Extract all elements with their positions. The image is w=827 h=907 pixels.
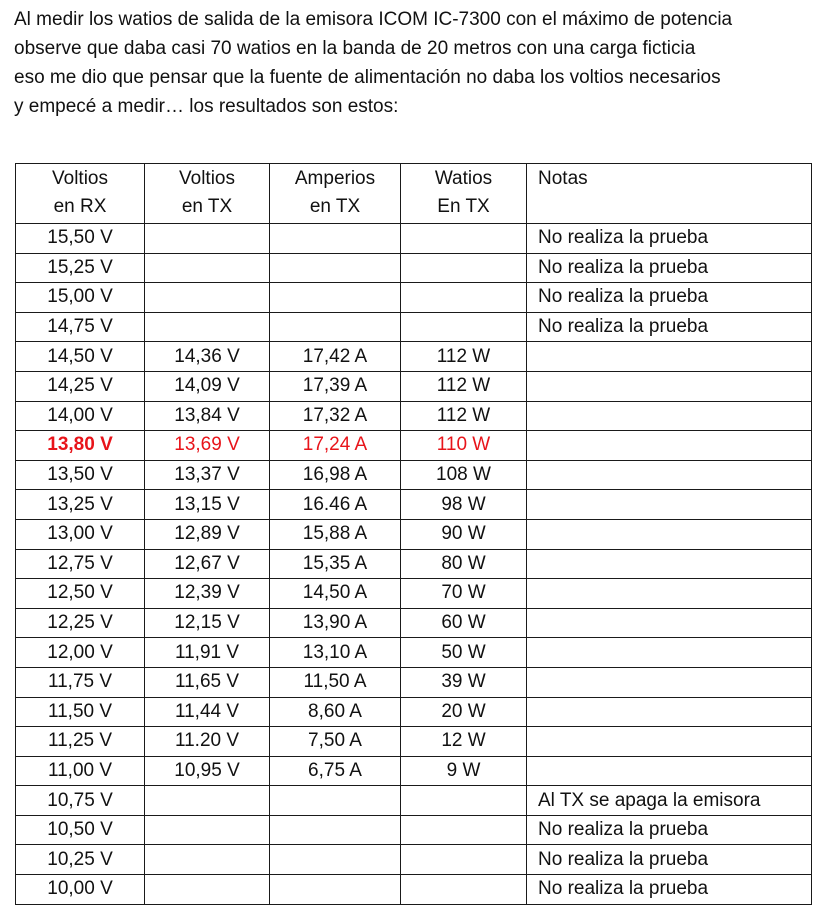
table-row bbox=[16, 756, 812, 786]
cell-voltios-tx: 11.20 V bbox=[145, 727, 270, 757]
cell-watios-tx: 50 W bbox=[401, 638, 527, 668]
cell-voltios-rx: 15,50 V bbox=[16, 224, 145, 254]
cell-notas bbox=[527, 727, 812, 757]
cell-watios-tx bbox=[401, 875, 527, 905]
cell-voltios-rx: 14,50 V bbox=[16, 342, 145, 372]
cell-voltios-tx bbox=[145, 875, 270, 905]
cell-watios-tx bbox=[401, 283, 527, 313]
cell-voltios-rx: 12,00 V bbox=[16, 638, 145, 668]
cell-amperios-tx: 8,60 A bbox=[270, 697, 401, 727]
cell-voltios-tx: 13,37 V bbox=[145, 460, 270, 490]
header-amperios-tx: Amperios en TX bbox=[270, 164, 401, 224]
cell-voltios-tx bbox=[145, 224, 270, 254]
table-row bbox=[16, 401, 812, 431]
cell-notas: No realiza la prueba bbox=[527, 815, 812, 845]
cell-watios-tx bbox=[401, 786, 527, 816]
cell-watios-tx: 110 W bbox=[401, 431, 527, 461]
table-row bbox=[16, 253, 812, 283]
cell-voltios-tx: 13,69 V bbox=[145, 431, 270, 461]
cell-voltios-rx: 13,80 V bbox=[16, 431, 145, 461]
cell-voltios-tx bbox=[145, 283, 270, 313]
cell-notas bbox=[527, 490, 812, 520]
cell-voltios-rx: 10,75 V bbox=[16, 786, 145, 816]
table-row bbox=[16, 371, 812, 401]
cell-notas bbox=[527, 342, 812, 372]
table-row bbox=[16, 608, 812, 638]
cell-notas bbox=[527, 431, 812, 461]
header-row bbox=[16, 164, 812, 224]
cell-watios-tx: 108 W bbox=[401, 460, 527, 490]
table-row bbox=[16, 845, 812, 875]
cell-watios-tx: 112 W bbox=[401, 342, 527, 372]
cell-watios-tx bbox=[401, 815, 527, 845]
table-row bbox=[16, 224, 812, 254]
cell-voltios-rx: 12,25 V bbox=[16, 608, 145, 638]
cell-notas bbox=[527, 401, 812, 431]
table-row bbox=[16, 312, 812, 342]
cell-voltios-tx: 12,39 V bbox=[145, 579, 270, 609]
cell-notas bbox=[527, 371, 812, 401]
cell-notas bbox=[527, 756, 812, 786]
cell-notas bbox=[527, 519, 812, 549]
cell-voltios-tx bbox=[145, 786, 270, 816]
cell-voltios-tx: 10,95 V bbox=[145, 756, 270, 786]
cell-notas: No realiza la prueba bbox=[527, 224, 812, 254]
cell-notas bbox=[527, 608, 812, 638]
cell-voltios-tx: 14,09 V bbox=[145, 371, 270, 401]
cell-voltios-rx: 11,75 V bbox=[16, 667, 145, 697]
cell-watios-tx: 112 W bbox=[401, 371, 527, 401]
cell-amperios-tx: 6,75 A bbox=[270, 756, 401, 786]
cell-voltios-tx: 11,91 V bbox=[145, 638, 270, 668]
cell-voltios-rx: 13,00 V bbox=[16, 519, 145, 549]
cell-watios-tx: 98 W bbox=[401, 490, 527, 520]
cell-amperios-tx: 16,98 A bbox=[270, 460, 401, 490]
cell-amperios-tx: 17,24 A bbox=[270, 431, 401, 461]
cell-voltios-tx bbox=[145, 845, 270, 875]
table-row bbox=[16, 875, 812, 905]
cell-amperios-tx bbox=[270, 875, 401, 905]
cell-notas bbox=[527, 697, 812, 727]
intro-line: observe que daba casi 70 watios en la banda de 20 metros con una carga ficticia bbox=[14, 38, 696, 59]
table-row bbox=[16, 727, 812, 757]
cell-amperios-tx: 16.46 A bbox=[270, 490, 401, 520]
cell-voltios-rx: 12,50 V bbox=[16, 579, 145, 609]
cell-amperios-tx bbox=[270, 312, 401, 342]
cell-amperios-tx: 11,50 A bbox=[270, 667, 401, 697]
cell-watios-tx bbox=[401, 253, 527, 283]
cell-voltios-rx: 13,50 V bbox=[16, 460, 145, 490]
table-row bbox=[16, 786, 812, 816]
cell-voltios-tx: 11,44 V bbox=[145, 697, 270, 727]
table-row bbox=[16, 460, 812, 490]
header-voltios-rx: Voltios en RX bbox=[16, 164, 145, 224]
cell-watios-tx bbox=[401, 224, 527, 254]
cell-notas bbox=[527, 579, 812, 609]
cell-amperios-tx: 13,10 A bbox=[270, 638, 401, 668]
cell-watios-tx: 60 W bbox=[401, 608, 527, 638]
cell-notas bbox=[527, 667, 812, 697]
cell-voltios-tx: 13,84 V bbox=[145, 401, 270, 431]
cell-voltios-rx: 14,25 V bbox=[16, 371, 145, 401]
cell-voltios-tx: 14,36 V bbox=[145, 342, 270, 372]
cell-amperios-tx: 17,39 A bbox=[270, 371, 401, 401]
cell-voltios-tx bbox=[145, 253, 270, 283]
cell-voltios-rx: 12,75 V bbox=[16, 549, 145, 579]
table-row bbox=[16, 342, 812, 372]
cell-watios-tx: 70 W bbox=[401, 579, 527, 609]
cell-notas: No realiza la prueba bbox=[527, 253, 812, 283]
cell-voltios-tx bbox=[145, 312, 270, 342]
cell-voltios-tx: 13,15 V bbox=[145, 490, 270, 520]
cell-watios-tx bbox=[401, 312, 527, 342]
table-row bbox=[16, 697, 812, 727]
cell-amperios-tx bbox=[270, 283, 401, 313]
cell-amperios-tx: 14,50 A bbox=[270, 579, 401, 609]
table-row bbox=[16, 549, 812, 579]
cell-amperios-tx: 7,50 A bbox=[270, 727, 401, 757]
cell-voltios-rx: 14,00 V bbox=[16, 401, 145, 431]
table-row bbox=[16, 815, 812, 845]
cell-amperios-tx: 15,35 A bbox=[270, 549, 401, 579]
cell-voltios-rx: 10,50 V bbox=[16, 815, 145, 845]
cell-watios-tx: 20 W bbox=[401, 697, 527, 727]
table-row bbox=[16, 519, 812, 549]
cell-voltios-rx: 11,00 V bbox=[16, 756, 145, 786]
cell-amperios-tx bbox=[270, 224, 401, 254]
cell-watios-tx bbox=[401, 845, 527, 875]
intro-line: eso me dio que pensar que la fuente de alimentación no daba los voltios necesarios bbox=[14, 67, 721, 88]
table-row bbox=[16, 667, 812, 697]
table-body bbox=[16, 224, 812, 905]
cell-amperios-tx bbox=[270, 815, 401, 845]
intro-paragraph bbox=[14, 5, 819, 121]
cell-amperios-tx: 13,90 A bbox=[270, 608, 401, 638]
table-row bbox=[16, 638, 812, 668]
cell-voltios-tx: 12,15 V bbox=[145, 608, 270, 638]
cell-notas: No realiza la prueba bbox=[527, 312, 812, 342]
cell-notas: Al TX se apaga la emisora bbox=[527, 786, 812, 816]
cell-notas: No realiza la prueba bbox=[527, 283, 812, 313]
cell-notas: No realiza la prueba bbox=[527, 845, 812, 875]
table-row bbox=[16, 490, 812, 520]
table-header bbox=[16, 164, 812, 224]
intro-line: y empecé a medir… los resultados son estos: bbox=[14, 96, 399, 117]
cell-notas: No realiza la prueba bbox=[527, 875, 812, 905]
table-row bbox=[16, 283, 812, 313]
cell-voltios-rx: 11,50 V bbox=[16, 697, 145, 727]
cell-voltios-tx: 12,89 V bbox=[145, 519, 270, 549]
cell-amperios-tx bbox=[270, 845, 401, 875]
cell-amperios-tx bbox=[270, 786, 401, 816]
cell-voltios-rx: 11,25 V bbox=[16, 727, 145, 757]
table-row-highlighted bbox=[16, 431, 812, 461]
cell-voltios-tx bbox=[145, 815, 270, 845]
cell-amperios-tx: 17,42 A bbox=[270, 342, 401, 372]
measurements-table bbox=[15, 163, 812, 905]
cell-watios-tx: 39 W bbox=[401, 667, 527, 697]
cell-voltios-rx: 14,75 V bbox=[16, 312, 145, 342]
cell-voltios-rx: 10,25 V bbox=[16, 845, 145, 875]
cell-voltios-rx: 10,00 V bbox=[16, 875, 145, 905]
cell-amperios-tx bbox=[270, 253, 401, 283]
cell-amperios-tx: 15,88 A bbox=[270, 519, 401, 549]
cell-voltios-tx: 11,65 V bbox=[145, 667, 270, 697]
cell-watios-tx: 9 W bbox=[401, 756, 527, 786]
header-voltios-tx: Voltios en TX bbox=[145, 164, 270, 224]
cell-watios-tx: 12 W bbox=[401, 727, 527, 757]
cell-voltios-rx: 15,00 V bbox=[16, 283, 145, 313]
cell-watios-tx: 80 W bbox=[401, 549, 527, 579]
cell-watios-tx: 90 W bbox=[401, 519, 527, 549]
cell-notas bbox=[527, 638, 812, 668]
cell-voltios-tx: 12,67 V bbox=[145, 549, 270, 579]
cell-voltios-rx: 13,25 V bbox=[16, 490, 145, 520]
cell-notas bbox=[527, 460, 812, 490]
cell-amperios-tx: 17,32 A bbox=[270, 401, 401, 431]
header-watios-tx: Watios En TX bbox=[401, 164, 527, 224]
table-row bbox=[16, 579, 812, 609]
cell-watios-tx: 112 W bbox=[401, 401, 527, 431]
intro-line: Al medir los watios de salida de la emisora ICOM IC-7300 con el máximo de potencia bbox=[14, 9, 733, 30]
header-notas: Notas bbox=[527, 164, 812, 224]
cell-voltios-rx: 15,25 V bbox=[16, 253, 145, 283]
cell-notas bbox=[527, 549, 812, 579]
